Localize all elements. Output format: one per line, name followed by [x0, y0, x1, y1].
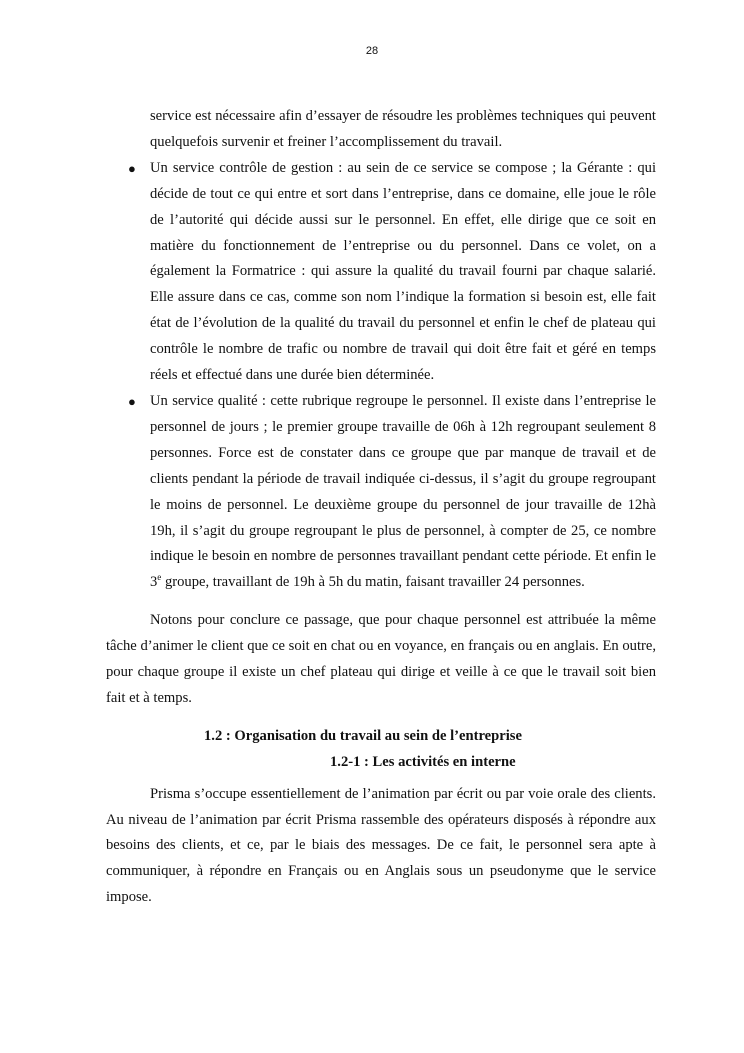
- prisma-paragraph: Prisma s’occupe essentiellement de l’animation par écrit ou par voie orale des clients. Au niveau de l’animation par écrit Prisma rassemble des opérateurs disposés à répondre aux besoins des clients, et ce, par le biais des messages. De ce fait, le personnel sera apte à communiquer, à répondre en Français ou en Anglais sous un pseudonyme que le service impose.: [106, 785, 656, 906]
- list-item-controle-gestion: [106, 156, 656, 389]
- section-heading-1-2: 1.2 : Organisation du travail au sein de l’entreprise: [204, 727, 522, 744]
- list-item-text: Un service contrôle de gestion : au sein de ce service se compose ; la Gérante : qui décide de tout ce qui entre et sort dans l’entreprise, dans ce domaine, elle joue le rôle de l’autorité qui décide aussi sur le personnel. En effet, elle dirige que ce soit en matière du fonctionnement de l’entreprise ou du personnel. Dans ce volet, on a également la Formatrice : qui assure la qualité du travail fourni par chaque salarié. Elle assure dans ce cas, comme son nom l’indique la formation si besoin est, elle fait état de l’évolution de la qualité du travail du personnel et enfin le chef de plateau qui contrôle le nombre de trafic ou nombre de travail qui doit être fait et géré en temps réels et effectué dans une durée bien déterminée.: [150, 159, 656, 384]
- bullet-icon: ●: [128, 393, 136, 409]
- list-item-text: Un service qualité : cette rubrique regroupe le personnel. Il existe dans l’entreprise le personnel de jours ; le premier groupe travaille de 06h à 12h regroupant seulement 8 personnes. Force est de constater dans ce groupe que par manque de travail et de clients pendant la période de travail indiquée ci-dessus, il s’agit du groupe regroupant le moins de personnel. Le deuxième groupe du personnel de jour travaille de 12hà 19h, il s’agit du groupe regroupant le plus de personnel, à compter de 25, ce nombre indique le besoin en nombre de personnes travaillant pendant cette période. Et enfin le 3: [150, 392, 656, 591]
- document-body: [106, 104, 656, 911]
- list-item-text-end: groupe, travaillant de 19h à 5h du matin, faisant travailler 24 personnes.: [161, 574, 585, 591]
- section-heading-1-2-1: 1.2-1 : Les activités en interne: [330, 753, 516, 770]
- continuation-paragraph: service est nécessaire afin d’essayer de résoudre les problèmes techniques qui peuvent quelquefois survenir et freiner l’accomplissement du travail.: [150, 108, 656, 150]
- list-item-service-qualite: [106, 389, 656, 596]
- bullet-icon: ●: [128, 160, 136, 176]
- ordinal-superscript: e: [157, 572, 162, 583]
- conclusion-paragraph: Notons pour conclure ce passage, que pour chaque personnel est attribuée la même tâche d’animer le client que ce soit en chat ou en voyance, en français ou en anglais. En outre, pour chaque groupe il existe un chef plateau qui dirige et veille à ce que le travail soit bien fait et à temps.: [106, 612, 656, 706]
- service-list: [106, 156, 656, 596]
- page-number: 28: [365, 45, 379, 57]
